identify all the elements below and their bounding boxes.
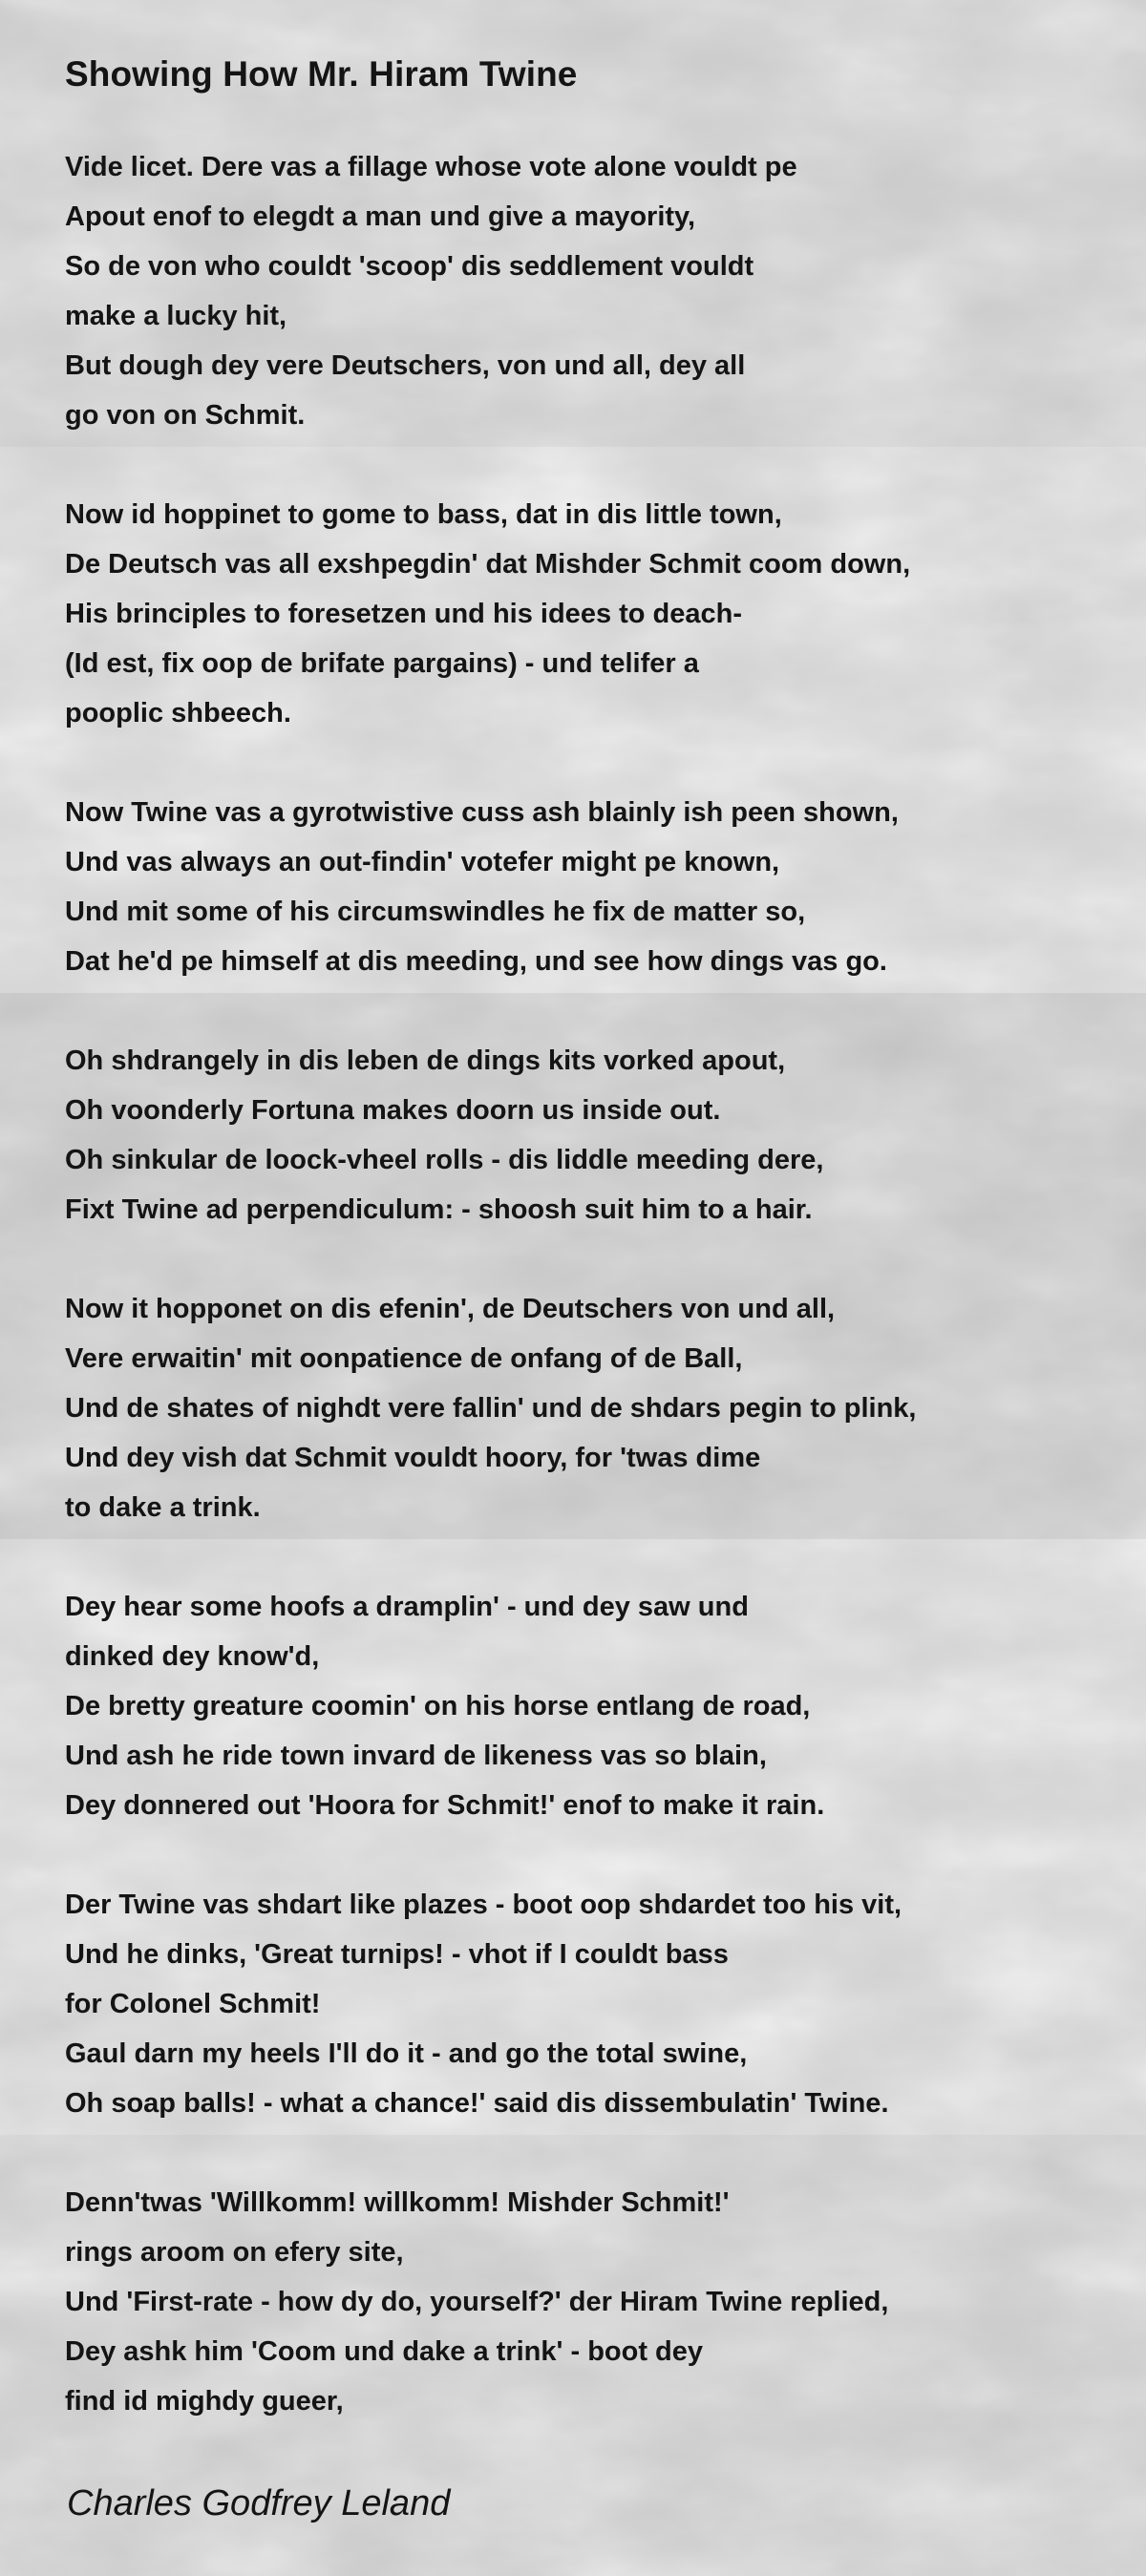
poem-line: Oh soap balls! - what a chance!' said dis dissembulatin' Twine. bbox=[65, 2088, 889, 2119]
poem-line: Und mit some of his circumswindles he fix de matter so, bbox=[65, 897, 806, 927]
poem-line: Und dey vish dat Schmit vouldt hoory, for 'twas dime bbox=[65, 1443, 761, 1473]
poem-line: Oh sinkular de loock-vheel rolls - dis liddle meeding dere, bbox=[65, 1145, 824, 1175]
poem-line: Und de shates of nighdt vere fallin' und de shdars pegin to plink, bbox=[65, 1393, 917, 1424]
poem-line: Oh shdrangely in dis leben de dings kits vorked apout, bbox=[65, 1045, 786, 1076]
poem-line: to dake a trink. bbox=[65, 1492, 261, 1523]
stanza bbox=[65, 1036, 1125, 1235]
stanza bbox=[65, 2178, 1125, 2426]
poem-line: pooplic shbeech. bbox=[65, 698, 291, 728]
poem-line: Dey donnered out 'Hoora for Schmit!' enof to make it rain. bbox=[65, 1790, 825, 1821]
stanza bbox=[65, 490, 1125, 738]
poem-line: De Deutsch vas all exshpegdin' dat Mishder Schmit coom down, bbox=[65, 549, 911, 580]
poem-title: Showing How Mr. Hiram Twine bbox=[65, 54, 578, 94]
poem-line: Now it hopponet on dis efenin', de Deutschers von und all, bbox=[65, 1294, 836, 1324]
poem-body bbox=[65, 142, 1125, 2476]
poem-line: His brinciples to foresetzen und his idees to deach- bbox=[65, 599, 743, 629]
poem-line: Denn'twas 'Willkomm! willkomm! Mishder Schmit!' bbox=[65, 2187, 730, 2218]
poem-line: Now Twine vas a gyrotwistive cuss ash blainly ish peen shown, bbox=[65, 797, 899, 828]
stanza bbox=[65, 1582, 1125, 1830]
poem-line: Und 'First-rate - how dy do, yourself?' der Hiram Twine replied, bbox=[65, 2287, 889, 2317]
poem-line: go von on Schmit. bbox=[65, 400, 306, 431]
stanza bbox=[65, 142, 1125, 440]
poem-line: So de von who couldt 'scoop' dis seddlement vouldt bbox=[65, 251, 754, 282]
poem-line: Dat he'd pe himself at dis meeding, und see how dings vas go. bbox=[65, 946, 887, 977]
poem-line: make a lucky hit, bbox=[65, 301, 287, 331]
poem-line: (Id est, fix oop de brifate pargains) - und telifer a bbox=[65, 648, 699, 679]
poem-line: Now id hoppinet to gome to bass, dat in dis little town, bbox=[65, 499, 782, 530]
poem-line: Vide licet. Dere vas a fillage whose vote alone vouldt pe bbox=[65, 152, 797, 182]
poem-line: But dough dey vere Deutschers, von und all, dey all bbox=[65, 350, 746, 381]
poem-line: find id mighdy gueer, bbox=[65, 2386, 344, 2417]
stanza bbox=[65, 1880, 1125, 2128]
poem-line: Dey ashk him 'Coom und dake a trink' - boot dey bbox=[65, 2336, 704, 2367]
poem-author: Charles Godfrey Leland bbox=[67, 2483, 451, 2523]
poem-line: De bretty greature coomin' on his horse entlang de road, bbox=[65, 1691, 811, 1721]
poem-line: Vere erwaitin' mit oonpatience de onfang of de Ball, bbox=[65, 1343, 743, 1374]
poem-line: Fixt Twine ad perpendiculum: - shoosh suit him to a hair. bbox=[65, 1194, 813, 1225]
poem-line: Und he dinks, 'Great turnips! - vhot if I couldt bass bbox=[65, 1939, 729, 1970]
poem-line: dinked dey know'd, bbox=[65, 1641, 320, 1672]
poem-line: for Colonel Schmit! bbox=[65, 1989, 321, 2019]
stanza bbox=[65, 788, 1125, 986]
poem-line: rings aroom on efery site, bbox=[65, 2237, 404, 2268]
poem-line: Gaul darn my heels I'll do it - and go the total swine, bbox=[65, 2038, 748, 2069]
stanza bbox=[65, 1284, 1125, 1532]
poem-line: Dey hear some hoofs a dramplin' - und dey saw und bbox=[65, 1592, 749, 1622]
poem-line: Oh voonderly Fortuna makes doorn us inside out. bbox=[65, 1095, 721, 1126]
poem-line: Und ash he ride town invard de likeness vas so blain, bbox=[65, 1741, 767, 1771]
poem-line: Der Twine vas shdart like plazes - boot oop shdardet too his vit, bbox=[65, 1890, 902, 1920]
poem-line: Apout enof to elegdt a man und give a mayority, bbox=[65, 201, 696, 232]
poem-line: Und vas always an out-findin' votefer might pe known, bbox=[65, 847, 780, 877]
